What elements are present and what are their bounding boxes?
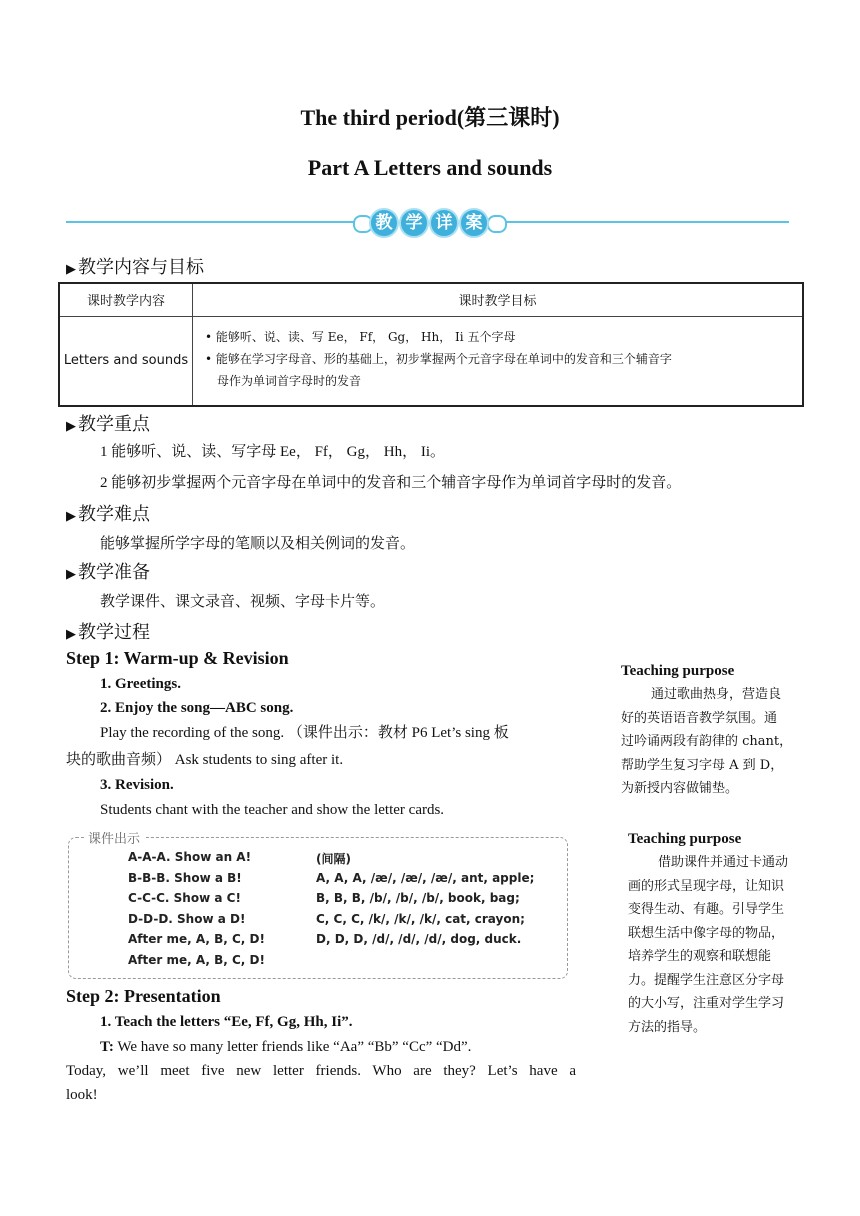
note-line: 通过歌曲热身，营造良 — [651, 687, 782, 702]
triangle-bullet-icon: ▶ — [66, 262, 76, 277]
chant-line: C, C, C, /k/, /k/, /k/, cat, crayon; — [316, 912, 525, 926]
section-heading-preparation: ▶ 教学准备 — [66, 562, 150, 583]
note-line: 培养学生的观察和联想能 — [628, 949, 772, 964]
section-heading-key-points: ▶ 教学重点 — [66, 414, 150, 435]
chant-line: A, A, A, /æ/, /æ/, /æ/, ant, apple; — [316, 871, 535, 885]
difficulty-text: 能够掌握所学字母的笔顺以及相关例词的发音。 — [100, 536, 416, 552]
page-title: The third period(第三课时) — [300, 105, 560, 130]
chant-line: B, B, B, /b/, /b/, /b/, book, bag; — [316, 891, 520, 905]
badge-char: 详 — [429, 208, 459, 238]
section-heading-process: ▶ 教学过程 — [66, 622, 150, 643]
divider-right — [501, 221, 789, 223]
note-line: 好的英语语音教学氛围。通 — [621, 710, 778, 726]
goal-item: • 能够在学习字母音、形的基础上，初步掌握两个元音字母在单词中的发音和三个辅音字 — [205, 351, 672, 366]
page-subtitle: Part A Letters and sounds — [307, 155, 553, 180]
triangle-bullet-icon: ▶ — [66, 419, 76, 434]
triangle-bullet-icon: ▶ — [66, 567, 76, 582]
table-header-cell: 课时教学内容 — [59, 283, 193, 316]
section-heading-difficulties: ▶ 教学难点 — [66, 504, 150, 525]
divider-left — [66, 221, 359, 223]
key-point-1: 1 能够听、说、读、写字母 Ee， Ff， Gg， Hh， Ii。 — [100, 444, 445, 460]
table-header-cell: 课时教学目标 — [193, 283, 804, 316]
teaching-purpose-note — [628, 851, 812, 1039]
badge-char: 案 — [459, 208, 489, 238]
chant-line: (间隔) — [316, 852, 351, 866]
table-row — [59, 283, 803, 316]
goals-table — [58, 282, 804, 407]
preparation-text: 教学课件、课文录音、视频、字母卡片等。 — [100, 594, 386, 610]
note-line: 帮助学生复习字母 A 到 D， — [621, 757, 784, 773]
step1-paragraph-line: 块的歌曲音频） Ask students to sing after it. — [66, 752, 344, 768]
note-line: 的大小写，注重对学生学习 — [628, 996, 785, 1011]
note-line: 为新授内容做铺垫。 — [621, 781, 739, 796]
courseware-tag: 课件出示 — [84, 828, 144, 847]
step2-paragraph-line: Today, we’ll meet five new letter friends. Who are they? Let’s have a — [66, 1063, 576, 1079]
goal-item-continued: 母作为单词首字母时的发音 — [217, 373, 362, 388]
teacher-label: T: — [100, 1039, 114, 1055]
step2-paragraph-line: T: We have so many letter friends like “Aa” “Bb” “Cc” “Dd”. — [100, 1039, 472, 1055]
step2-paragraph-line: look! — [66, 1087, 98, 1103]
teaching-purpose-title: Teaching purpose — [621, 663, 735, 679]
table-cell: Letters and sounds — [59, 316, 193, 406]
step1-revision-text: Students chant with the teacher and show the letter cards. — [100, 802, 445, 818]
goal-item: • 能够听、说、读、写 Ee， Ff， Gg， Hh， Ii 五个字母 — [205, 329, 516, 344]
chant-line: D, D, D, /d/, /d/, /d/, dog, duck. — [316, 932, 522, 946]
teaching-purpose-note — [621, 683, 807, 801]
badge-char: 学 — [399, 208, 429, 238]
chant-line: After me, A, B, C, D! — [128, 932, 265, 946]
note-line: 画的形式呈现字母，让知识 — [628, 878, 785, 894]
note-line: 变得生动、有趣。引导学生 — [628, 902, 785, 917]
chant-line: B-B-B. Show a B! — [128, 871, 242, 885]
chant-line: D-D-D. Show a D! — [128, 912, 246, 926]
badge-cap-right — [487, 215, 507, 233]
chant-line: C-C-C. Show a C! — [128, 891, 241, 905]
note-line: 过吟诵两段有韵律的 chant， — [621, 734, 793, 749]
step1-item-greetings: 1. Greetings. — [100, 676, 181, 692]
note-line: 借助课件并通过卡通动 — [658, 855, 789, 870]
step1-title: Step 1: Warm-up & Revision — [66, 648, 289, 668]
section-heading-content: ▶ 教学内容与目标 — [66, 257, 204, 278]
step1-paragraph-line: Play the recording of the song. （课件出示：教材 P6 Let’s sing 板 — [100, 725, 509, 741]
teaching-purpose-title: Teaching purpose — [628, 831, 742, 847]
note-line: 力。提醒学生注意区分字母 — [628, 972, 785, 988]
table-cell — [193, 316, 804, 406]
note-line: 联想生活中像字母的物品， — [628, 925, 785, 941]
badge-char: 教 — [369, 208, 399, 238]
triangle-bullet-icon: ▶ — [66, 509, 76, 524]
lesson-plan-badge — [357, 207, 503, 237]
key-point-2: 2 能够初步掌握两个元音字母在单词中的发音和三个辅音字母作为单词首字母时的发音。 — [100, 475, 682, 491]
step1-item-song: 2. Enjoy the song—ABC song. — [100, 700, 294, 716]
note-line: 方法的指导。 — [628, 1019, 707, 1035]
triangle-bullet-icon: ▶ — [66, 627, 76, 642]
chant-line: After me, A, B, C, D! — [128, 953, 265, 967]
step2-title: Step 2: Presentation — [66, 986, 221, 1006]
step2-item-teach-letters: 1. Teach the letters “Ee, Ff, Gg, Hh, Ii”. — [100, 1014, 353, 1030]
chant-line: A-A-A. Show an A! — [128, 850, 252, 864]
step1-item-revision: 3. Revision. — [100, 777, 174, 793]
table-row — [59, 316, 803, 406]
